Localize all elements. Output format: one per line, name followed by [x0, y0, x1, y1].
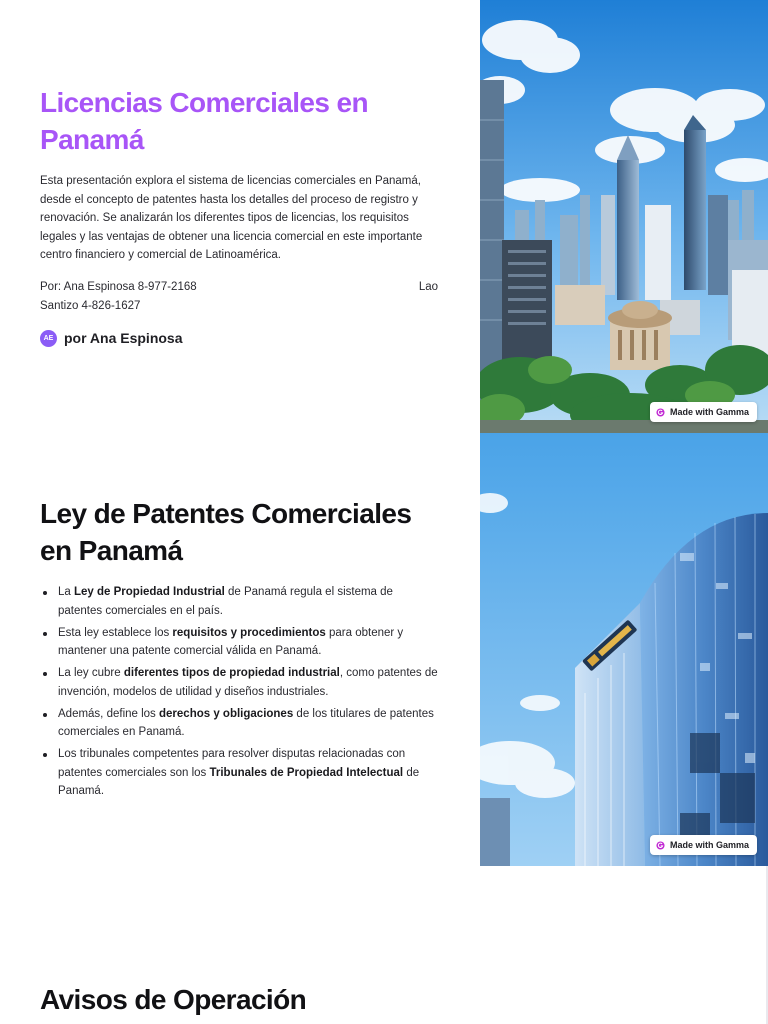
slide-licencias — [0, 0, 768, 433]
made-with-gamma-badge[interactable] — [650, 835, 757, 855]
list-item: La Ley de Propiedad Industrial de Panamá regula el sistema de patentes comerciales en el país. — [40, 583, 440, 620]
gamma-logo-icon — [656, 841, 665, 850]
slide-avisos — [0, 866, 768, 1024]
gamma-logo-icon — [656, 408, 665, 417]
badge-label: Made with Gamma — [669, 407, 749, 417]
byline-second: Santizo 4-826-1627 — [40, 299, 141, 312]
list-item: Esta ley establece los requisitos y procedimientos para obtener y mantener una patente comercial válida en Panamá. — [40, 624, 440, 661]
byline-left: Por: Ana Espinosa 8-977-2168 — [40, 281, 197, 293]
slide-description: Esta presentación explora el sistema de licencias comerciales en Panamá, desde el concepto de patentes hasta los detalles del proceso de registro y renovación. Se analizarán los diferentes tipos de licencias, los requisitos legales y las ventajas de obtener una licencia comercial en este importante centro financiero y comercial de Latinoamérica. — [40, 175, 423, 261]
list-item: La ley cubre diferentes tipos de propiedad industrial, como patentes de invención, modelos de utilidad y diseños industriales. — [40, 664, 440, 701]
author-name: por Ana Espinosa — [64, 330, 183, 346]
slide-title: Ley de Patentes Comerciales en Panamá — [40, 498, 412, 566]
slide-title: Avisos de Operación — [40, 984, 307, 1015]
avatar: AE — [40, 330, 57, 347]
list-item: Además, define los derechos y obligaciones de los titulares de patentes comerciales en Panamá. — [40, 705, 440, 742]
author-credit[interactable] — [40, 328, 183, 348]
badge-label: Made with Gamma — [669, 840, 749, 850]
list-item: Los tribunales competentes para resolver disputas relacionadas con patentes comerciales son los Tribunales de Propiedad Intelectual de Panamá. — [40, 745, 440, 801]
made-with-gamma-badge[interactable] — [650, 402, 757, 422]
slide-ley-patentes — [0, 433, 768, 866]
city-skyline-image — [480, 0, 768, 433]
bullet-list — [40, 583, 440, 804]
byline-right: Lao — [418, 281, 438, 293]
glass-office-building-image — [480, 433, 768, 866]
byline — [40, 278, 438, 315]
slide-title: Licencias Comerciales en Panamá — [40, 87, 368, 155]
